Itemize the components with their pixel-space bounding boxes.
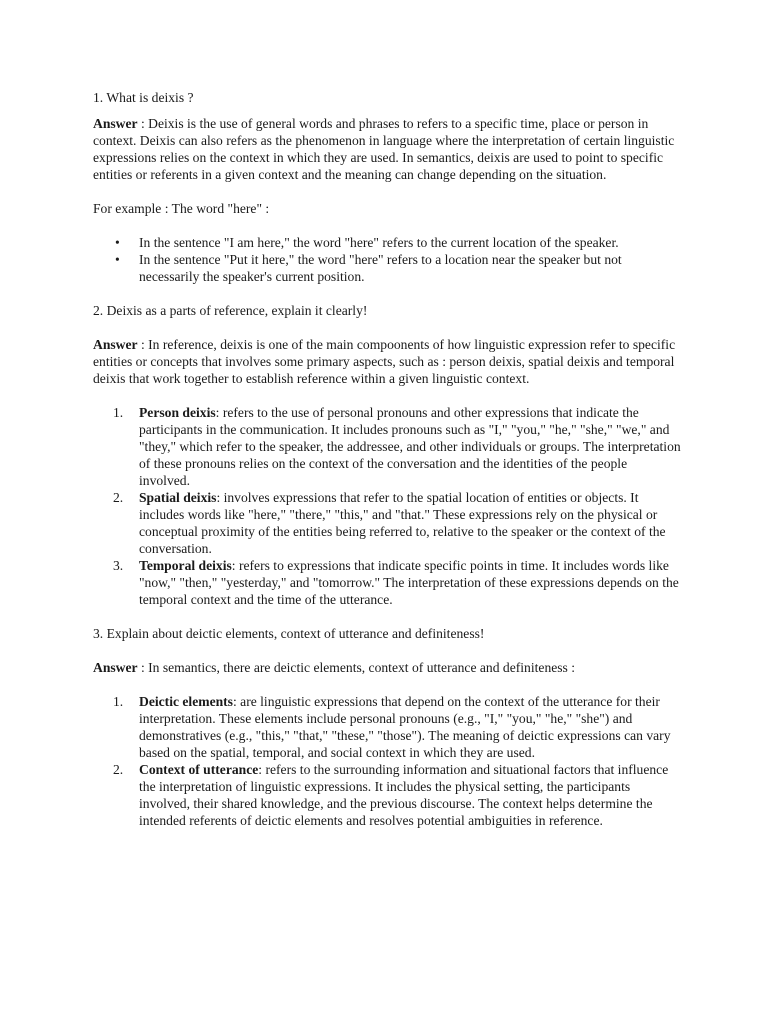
answer-2	[93, 336, 681, 387]
term: Temporal deixis	[139, 558, 232, 573]
list-item: • In the sentence "I am here," the word "here" refers to the current location of the speaker.	[93, 234, 681, 251]
answer-2-text: : In reference, deixis is one of the main compoonents of how linguistic expression refer to specific entities or concepts that involves some primary aspects, such as : person deixis, spatial deixis and temporal deixis that work together to establish reference within a given linguistic context.	[93, 337, 676, 386]
answer-label: Answer	[93, 116, 138, 131]
question-1: 1. What is deixis ?	[93, 90, 194, 105]
answer-3	[93, 659, 681, 676]
term-description: : involves expressions that refer to the spatial location of entities or objects. It includes words like "here," "there," "this," and "that." These expressions rely on the physical or conceptual proximity of the entities being referred to, relative to the speaker or the context of the conversation.	[139, 490, 666, 556]
term: Person deixis	[139, 405, 216, 420]
term-description: : refers to expressions that indicate specific points in time. It includes words like "now," "then," "yesterday," and "tomorrow." The interpretation of these expressions depends on the temporal context and the time of the utterance.	[139, 558, 679, 607]
question-2: 2. Deixis as a parts of reference, explain it clearly!	[93, 303, 368, 318]
term-description: : refers to the use of personal pronouns and other expressions that indicate the participants in the communication. It includes pronouns such as "I," "you," "he," "she," "we," and "they," which refer to the speaker, the addressee, and other individuals or groups. The interpretation of these pronouns relies on the context of the conversation and the identities of the people involved.	[139, 405, 681, 488]
term: Context of utterance	[139, 762, 259, 777]
term-description: : refers to the surrounding information and situational factors that influence the interpretation of linguistic expressions. It includes the physical setting, the participants involved, their shared knowledge, and the previous discourse. The context helps determine the intended referents of deictic elements and resolves potential ambiguities in reference.	[139, 762, 669, 828]
list-number: 3.	[113, 558, 124, 573]
answer-3-text: : In semantics, there are deictic elements, context of utterance and definiteness :	[137, 660, 576, 675]
semantics-elements-list	[93, 693, 681, 829]
term: Spatial deixis	[139, 490, 217, 505]
list-number: 1.	[113, 694, 124, 709]
answer-1	[93, 115, 681, 183]
list-item	[93, 489, 681, 557]
answer-label: Answer	[93, 660, 138, 675]
example-intro: For example : The word "here" :	[93, 201, 270, 216]
list-item	[93, 404, 681, 489]
term: Deictic elements	[139, 694, 233, 709]
list-number: 2.	[113, 490, 124, 505]
term-description: : are linguistic expressions that depend on the context of the utterance for their interpretation. These elements include personal pronouns (e.g., "I," "you," "he," "she") and demonstratives (e.g., "this," "that," "these," "those"). The meaning of deictic expressions can vary based on the spatial, temporal, and social context in which they are used.	[139, 694, 671, 760]
document-page	[93, 89, 681, 846]
example-list	[93, 234, 681, 285]
list-item	[93, 761, 681, 829]
question-3: 3. Explain about deictic elements, context of utterance and definiteness!	[93, 626, 485, 641]
list-item	[93, 693, 681, 761]
answer-1-text: : Deixis is the use of general words and phrases to refers to a specific time, place or person in context. Deixis can also refers as the phenomenon in language where the interpretation of certain linguistic expressions relies on the context in which they are used. In semantics, deixis are used to point to specific entities or referents in a given context and the meaning can change depending on the situation.	[93, 116, 675, 182]
list-number: 2.	[113, 762, 124, 777]
list-number: 1.	[113, 405, 124, 420]
deixis-types-list	[93, 404, 681, 608]
list-item	[93, 557, 681, 608]
list-item: • In the sentence "Put it here," the word "here" refers to a location near the speaker but not necessarily the speaker's current position.	[93, 251, 681, 285]
answer-label: Answer	[93, 337, 138, 352]
